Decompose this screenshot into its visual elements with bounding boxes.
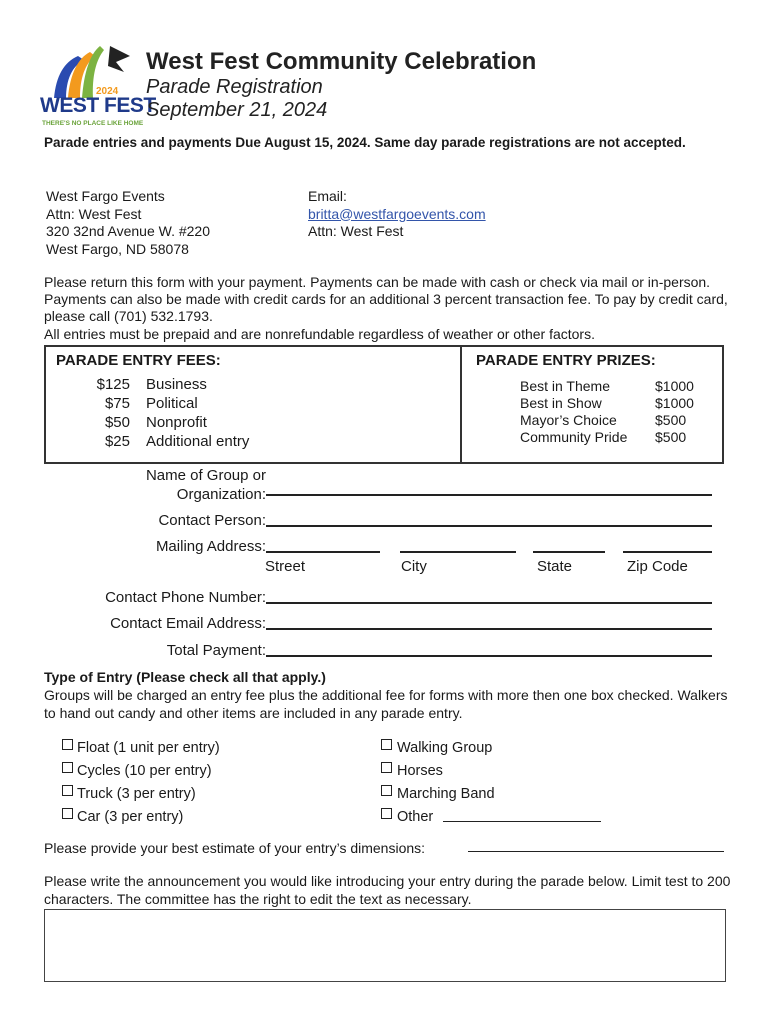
car-option-label: Car (3 per entry) xyxy=(77,809,184,825)
west-fest-logo xyxy=(40,42,156,132)
email-contact-block xyxy=(308,188,486,241)
group-name-label-line2: Organization: xyxy=(176,486,266,503)
walking-group-checkbox[interactable] xyxy=(381,739,392,750)
zip-code-field[interactable] xyxy=(623,551,712,553)
email-label: Email: xyxy=(308,188,347,204)
prize-amount: $1000 xyxy=(655,395,694,411)
fee-label: Nonprofit xyxy=(146,414,207,431)
payment-instructions xyxy=(44,274,734,343)
fee-label: Political xyxy=(146,395,198,412)
other-specify-field[interactable] xyxy=(443,821,601,822)
total-payment-field[interactable] xyxy=(266,655,712,657)
walking-group-option-label: Walking Group xyxy=(397,740,493,756)
logo-tagline: THERE'S NO PLACE LIKE HOME xyxy=(42,120,144,127)
address-line: West Fargo Events xyxy=(46,188,165,204)
email-attn: Attn: West Fest xyxy=(308,223,404,239)
logo-year: 2024 xyxy=(96,86,119,97)
fee-amount: $125 xyxy=(96,376,130,393)
page-subtitle: Parade Registration xyxy=(146,76,323,98)
prizes-heading: PARADE ENTRY PRIZES: xyxy=(476,352,656,369)
horses-checkbox[interactable] xyxy=(381,762,392,773)
mailing-address-label: Mailing Address: xyxy=(155,538,266,555)
state-field[interactable] xyxy=(533,551,605,553)
horses-option-label: Horses xyxy=(397,763,443,779)
prize-label: Best in Theme xyxy=(520,378,611,394)
fee-amount: $25 xyxy=(104,433,130,450)
street-sublabel: Street xyxy=(265,558,306,575)
group-name-label-line1: Name of Group or xyxy=(145,467,266,484)
prize-amount: $1000 xyxy=(655,378,694,394)
announcement-instructions: Please write the announcement you would like introducing your entry during the parade below. Limit test to 200 characters. The committee has the right to edit the text as necessary. xyxy=(44,873,731,907)
mailing-address-block xyxy=(46,188,210,258)
prize-label: Mayor’s Choice xyxy=(520,412,617,428)
address-line: Attn: West Fest xyxy=(46,205,142,222)
fee-amount: $75 xyxy=(104,395,130,412)
fee-label: Business xyxy=(146,376,207,393)
prize-row xyxy=(520,395,694,411)
prize-amount: $500 xyxy=(655,429,687,445)
event-date: September 21, 2024 xyxy=(146,99,328,121)
phone-field[interactable] xyxy=(266,602,712,604)
deadline-notice: Parade entries and payments Due August 15, 2024. Same day parade registrations are not accepted. xyxy=(44,135,686,150)
email-address-label: Contact Email Address: xyxy=(110,615,266,632)
entry-type-description: Groups will be charged an entry fee plus the additional fee for forms with more then one box checked. Walkers to hand out candy and other items are included in any parade entry. xyxy=(44,687,728,721)
prize-amount: $500 xyxy=(655,412,687,428)
prize-row xyxy=(520,412,687,428)
marching-band-checkbox[interactable] xyxy=(381,785,392,796)
dimensions-label: Please provide your best estimate of your entry’s dimensions: xyxy=(44,840,426,856)
email-address-field[interactable] xyxy=(266,628,712,630)
float-checkbox[interactable] xyxy=(62,739,73,750)
street-field[interactable] xyxy=(266,551,380,553)
logo-wordmark: WEST FEST xyxy=(40,94,156,117)
prize-label: Community Pride xyxy=(520,429,628,445)
prize-row xyxy=(520,378,694,394)
contact-person-field[interactable] xyxy=(266,525,712,527)
fee-amount: $50 xyxy=(104,414,130,431)
fee-label: Additional entry xyxy=(146,433,250,450)
car-checkbox[interactable] xyxy=(62,808,73,819)
address-line: West Fargo, ND 58078 xyxy=(46,240,189,257)
entry-type-heading: Type of Entry (Please check all that apply.) xyxy=(44,669,326,685)
page-title: West Fest Community Celebration xyxy=(146,48,537,75)
refund-policy-text: All entries must be prepaid and are nonrefundable regardless of weather or other factors. xyxy=(44,325,595,342)
marching-band-option-label: Marching Band xyxy=(397,786,495,802)
truck-option-label: Truck (3 per entry) xyxy=(77,786,196,802)
city-field[interactable] xyxy=(400,551,516,553)
fees-heading: PARADE ENTRY FEES: xyxy=(56,352,221,369)
instructions-text: Please return this form with your payment. Payments can be made with cash or check via mail or in-person. Payments can also be made with credit cards for an additional 3 percent transaction fee. To pay by credit card, please call (701) 532.1793. xyxy=(44,274,728,325)
cycles-checkbox[interactable] xyxy=(62,762,73,773)
contact-person-label: Contact Person: xyxy=(158,512,266,529)
city-sublabel: City xyxy=(401,558,427,575)
other-option-label: Other xyxy=(397,809,434,825)
cycles-option-label: Cycles (10 per entry) xyxy=(77,763,212,779)
zip-code-sublabel: Zip Code xyxy=(627,558,688,575)
prize-label: Best in Show xyxy=(520,395,602,411)
address-line: 320 32nd Avenue W. #220 xyxy=(46,223,210,239)
box-divider xyxy=(460,345,462,464)
truck-checkbox[interactable] xyxy=(62,785,73,796)
total-payment-label: Total Payment: xyxy=(166,642,266,659)
prize-row xyxy=(520,429,687,445)
float-option-label: Float (1 unit per entry) xyxy=(77,740,220,756)
dimensions-field[interactable] xyxy=(468,851,724,852)
email-link[interactable]: britta@westfargoevents.com xyxy=(308,205,486,222)
announcement-textbox[interactable] xyxy=(44,909,726,982)
phone-label: Contact Phone Number: xyxy=(105,589,266,606)
logo-banner-graphic xyxy=(40,42,144,98)
group-name-field[interactable] xyxy=(266,494,712,496)
state-sublabel: State xyxy=(537,558,573,575)
other-checkbox[interactable] xyxy=(381,808,392,819)
